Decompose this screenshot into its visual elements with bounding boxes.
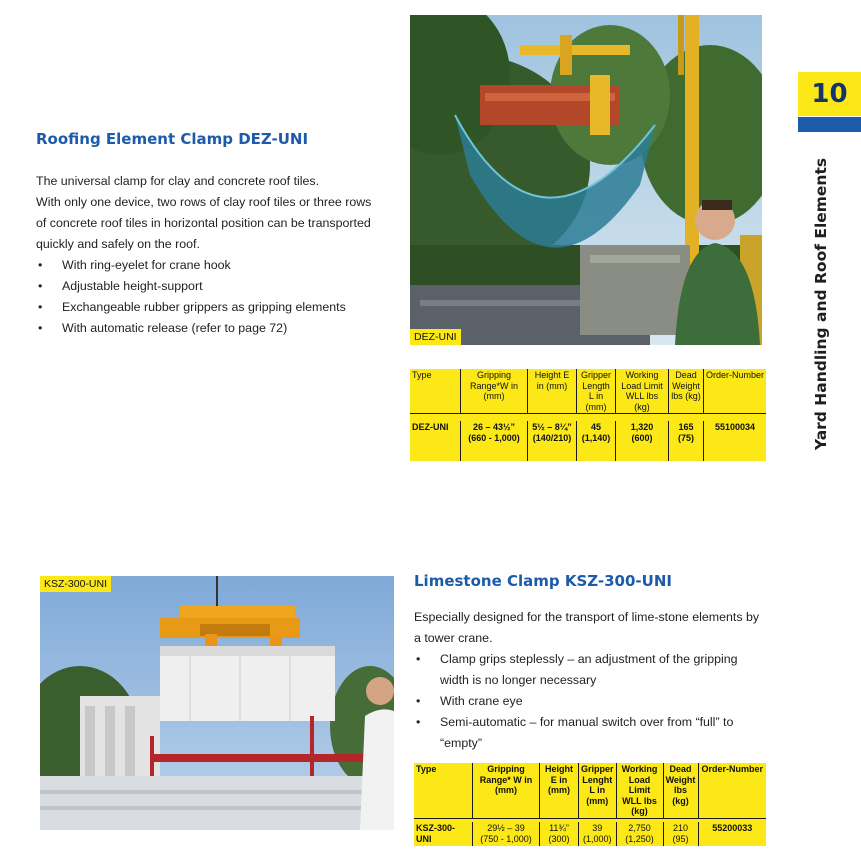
- col-height: Height E in (mm): [540, 763, 579, 818]
- chapter-number: 10: [798, 72, 861, 116]
- cell-length: 39 (1,000): [579, 822, 617, 846]
- table-row: [414, 822, 766, 846]
- col-order: Order-Number: [698, 763, 766, 818]
- col-wll: Working Load Limit WLL lbs (kg): [616, 369, 669, 414]
- ksz-photo: [40, 576, 394, 830]
- list-item: • Exchangeable rubber grippers as gripping elements: [36, 297, 381, 318]
- col-weight: Dead Weight lbs (kg): [663, 763, 698, 818]
- col-wll: Working Load Limit WLL lbs (kg): [616, 763, 663, 818]
- list-item: • Clamp grips steplessly – an adjustment of the gripping width is no longer necessary: [414, 649, 764, 691]
- dez-photo-label: DEZ-UNI: [410, 329, 461, 345]
- cell-weight: 165 (75): [669, 421, 704, 445]
- dez-para-2: With only one device, two rows of clay roof tiles or three rows of concrete roof tiles in horizontal position can be transported quickly and safely on the roof.: [36, 195, 372, 251]
- dez-photo-illustration: [410, 15, 762, 345]
- dez-feature-list: [36, 255, 381, 339]
- col-type: Type: [412, 370, 432, 380]
- cell-type: KSZ-300-UNI: [416, 822, 456, 844]
- chapter-title: [810, 148, 832, 460]
- col-range: Gripping Range* W in (mm): [473, 763, 540, 818]
- dez-photo: [410, 15, 762, 345]
- cell-wll: 1,320 (600): [616, 421, 669, 445]
- ksz-spec-table: [414, 763, 766, 846]
- list-item: • With automatic release (refer to page 72): [36, 318, 381, 339]
- col-type: Type: [416, 764, 437, 774]
- ksz-photo-label: KSZ-300-UNI: [40, 576, 111, 592]
- ksz-title: Limestone Clamp KSZ-300-UNI: [414, 572, 672, 590]
- table-row: [410, 421, 766, 445]
- ksz-photo-illustration: [40, 576, 394, 830]
- cell-range: 26 – 43½” (660 - 1,000): [461, 421, 528, 445]
- cell-length: 45 (1,140): [577, 421, 616, 445]
- col-length: Gripper Lenght L in (mm): [579, 763, 617, 818]
- cell-order: 55200033: [698, 822, 766, 846]
- col-length: Gripper Length L in (mm): [577, 369, 616, 414]
- cell-wll: 2,750 (1,250): [616, 822, 663, 846]
- ksz-feature-list: [414, 649, 764, 754]
- dez-title: Roofing Element Clamp DEZ-UNI: [36, 130, 309, 148]
- cell-order: 55100034: [704, 421, 767, 445]
- col-height: Height E in (mm): [528, 369, 577, 414]
- chapter-title-text: Yard Handling and Roof Elements: [812, 157, 830, 451]
- list-item: • Adjustable height-support: [36, 276, 381, 297]
- dez-spec-table: [410, 369, 766, 461]
- cell-type: DEZ-UNI: [412, 422, 449, 432]
- cell-weight: 210 (95): [663, 822, 698, 846]
- col-weight: Dead Weight lbs (kg): [669, 369, 704, 414]
- dez-para-1: The universal clamp for clay and concrete roof tiles.: [36, 174, 320, 188]
- col-range: Gripping Range*W in (mm): [461, 369, 528, 414]
- list-item: • With ring-eyelet for crane hook: [36, 255, 381, 276]
- list-item: • With crane eye: [414, 691, 764, 712]
- chapter-bar: [798, 117, 861, 132]
- cell-height: 5½ – 8¼” (140/210): [528, 421, 577, 445]
- list-item: • Semi-automatic – for manual switch over from “full” to “empty”: [414, 712, 764, 754]
- cell-height: 11¾” (300): [540, 822, 579, 846]
- col-order: Order-Number: [704, 369, 767, 414]
- dez-description: [36, 171, 381, 339]
- ksz-para-1: Especially designed for the transport of lime-stone elements by a tower crane.: [414, 610, 760, 645]
- ksz-description: [414, 607, 764, 754]
- cell-range: 29½ – 39 (750 - 1,000): [473, 822, 540, 846]
